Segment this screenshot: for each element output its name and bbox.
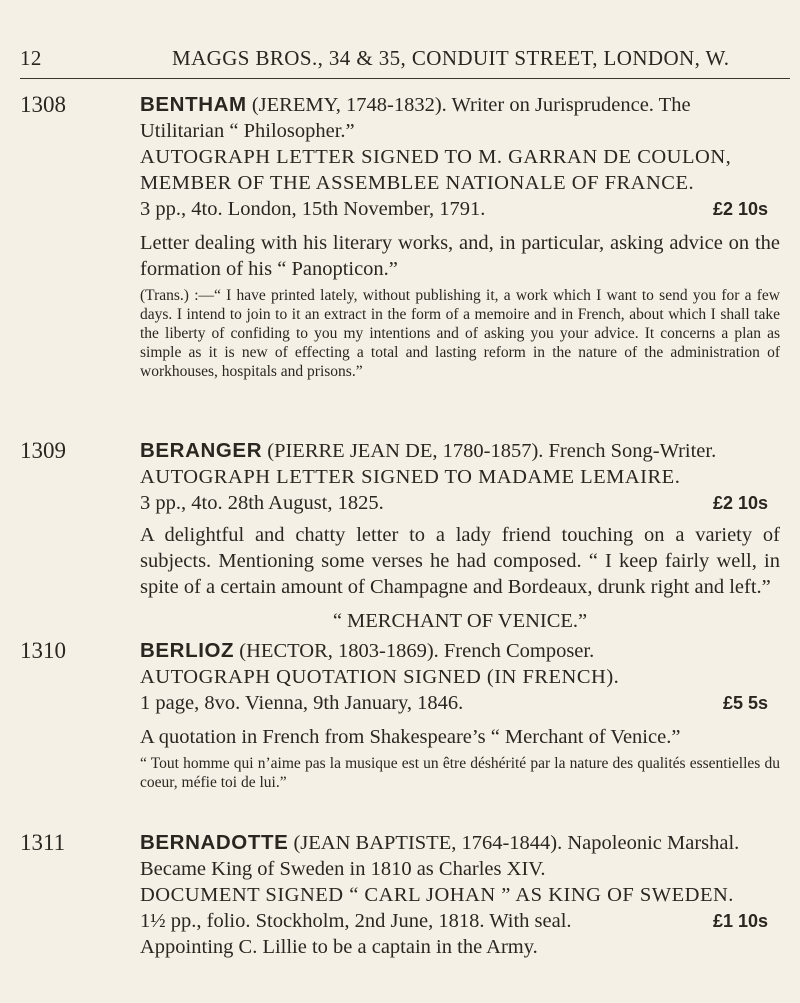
author-name: BERNADOTTE bbox=[140, 831, 289, 854]
item-details bbox=[140, 196, 780, 222]
item-description: A delightful and chatty letter to a lady friend touching on a variety of subjects. Mentioning some verses he had composed. “ I keep fairly well, in spite of a certain amount of Champagne and Bordeaux, drunk right and left.” bbox=[140, 524, 780, 598]
author-description-cont: Became King of Sweden in 1810 as Charles XIV. bbox=[140, 858, 546, 880]
author-description: (PIERRE JEAN DE, 1780-1857). French Song-Writer. bbox=[262, 440, 717, 462]
item-description: Letter dealing with his literary works, and, in particular, asking advice on the formation of his “ Panopticon.” bbox=[140, 232, 780, 280]
physical-details: 1½ pp., folio. Stockholm, 2nd June, 1818. With seal. bbox=[140, 910, 572, 932]
author-description: (HECTOR, 1803-1869). French Composer. bbox=[234, 640, 595, 662]
author-name: BERLIOZ bbox=[140, 639, 235, 662]
item-title: DOCUMENT SIGNED “ CARL JOHAN ” AS KING OF SWEDEN. bbox=[140, 884, 734, 906]
item-title-cont: MEMBER OF THE ASSEMBLEE NATIONALE OF FRANCE. bbox=[140, 172, 695, 194]
author-description: (JEAN BAPTISTE, 1764-1844). Napoleonic Marshal. bbox=[288, 832, 740, 854]
lot-number: 1311 bbox=[20, 830, 66, 855]
author-description-cont: Utilitarian “ Philosopher.” bbox=[140, 120, 355, 142]
price: £1 10s bbox=[712, 911, 768, 931]
item-description: A quotation in French from Shakespeare’s “ Merchant of Venice.” bbox=[140, 726, 681, 748]
physical-details: 3 pp., 4to. 28th August, 1825. bbox=[140, 492, 384, 514]
price: £5 5s bbox=[722, 693, 768, 713]
price: £2 10s bbox=[712, 493, 768, 513]
author-name: BERANGER bbox=[140, 439, 263, 462]
entry-heading bbox=[140, 830, 780, 856]
physical-details: 1 page, 8vo. Vienna, 9th January, 1846. bbox=[140, 692, 464, 714]
item-quotation: (Trans.) :—“ I have printed lately, without publishing it, a work which I want to send you for a few days. I intend to join to it an extract in the form of a memoire and in French, about which I shall take the liberty of confiding to you my intentions and of asking you your advice. It concerns a plan as simple as it is new of effecting a total and lasting reform in the nature of the administration of workhouses, hospitals and prisons.” bbox=[140, 287, 780, 380]
page-number: 12 bbox=[20, 46, 42, 70]
section-heading: “ MERCHANT OF VENICE.” bbox=[332, 610, 588, 632]
item-title: AUTOGRAPH LETTER SIGNED TO M. GARRAN DE COULON, bbox=[140, 146, 732, 168]
author-name: BENTHAM bbox=[140, 93, 247, 116]
physical-details: 3 pp., 4to. London, 15th November, 1791. bbox=[140, 198, 486, 220]
item-title: AUTOGRAPH QUOTATION SIGNED (IN FRENCH). bbox=[140, 666, 620, 688]
author-description: (JEREMY, 1748-1832). Writer on Jurisprudence. The bbox=[246, 94, 691, 116]
entry-heading bbox=[140, 92, 780, 118]
entry-heading bbox=[140, 638, 780, 664]
lot-number: 1310 bbox=[20, 638, 66, 663]
lot-number: 1308 bbox=[20, 92, 66, 117]
item-description: Appointing C. Lillie to be a captain in the Army. bbox=[140, 936, 538, 958]
running-header bbox=[20, 46, 790, 79]
running-head: MAGGS BROS., 34 & 35, CONDUIT STREET, LONDON, W. bbox=[172, 46, 730, 70]
item-quotation: “ Tout homme qui n’aime pas la musique est un être déshérité par la nature des qualités essentielles du coeur, méfie toi de lui.” bbox=[140, 755, 780, 791]
entry-heading bbox=[140, 438, 780, 464]
item-details bbox=[140, 690, 780, 716]
item-details bbox=[140, 908, 780, 934]
price: £2 10s bbox=[712, 199, 768, 219]
item-details bbox=[140, 490, 780, 516]
item-title: AUTOGRAPH LETTER SIGNED TO MADAME LEMAIRE. bbox=[140, 466, 681, 488]
lot-number: 1309 bbox=[20, 438, 66, 463]
